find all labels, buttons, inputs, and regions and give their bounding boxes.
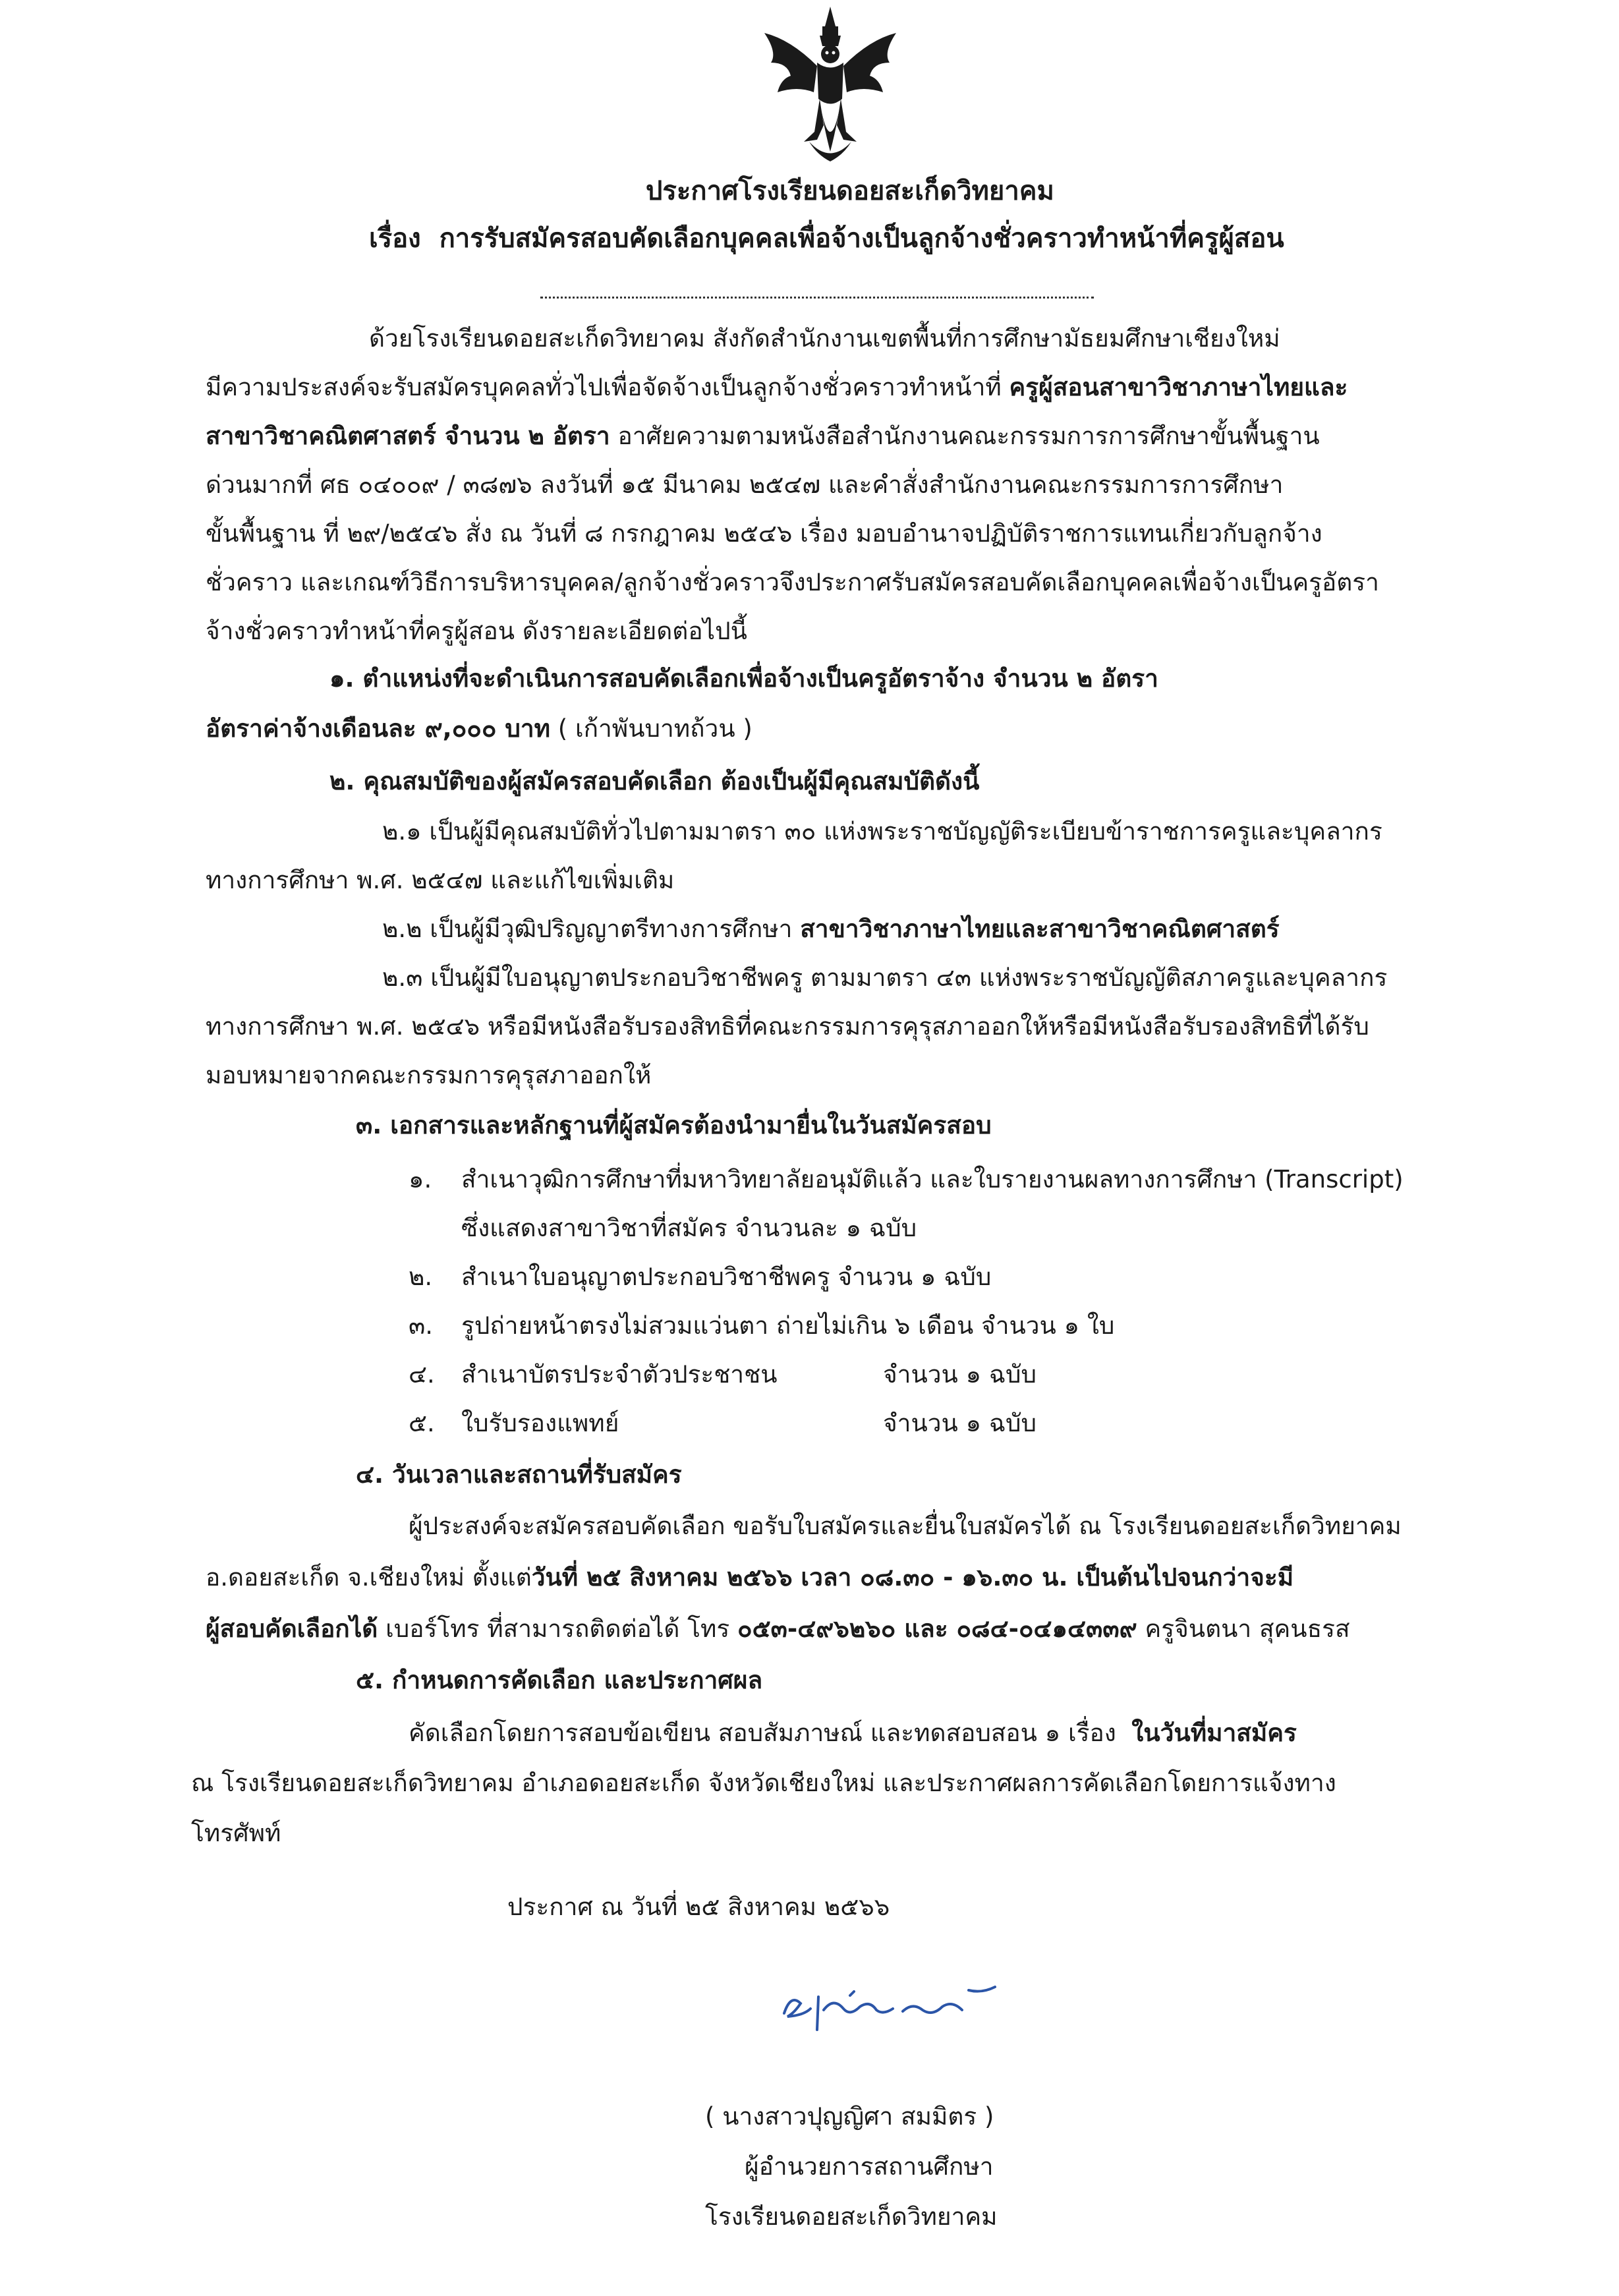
signer-position: ผู้อำนวยการสถานศึกษา [745,2152,994,2181]
qualification-bold: สาขาวิชาภาษาไทยและสาขาวิชาคณิตศาสตร์ [800,915,1280,943]
document-item-4-qty: จำนวน ๑ ฉบับ [883,1360,1037,1389]
document-item-1-num: ๑. [409,1165,432,1193]
document-item-4-text: สำเนาบัตรประจำตัวประชาชน [461,1360,778,1389]
document-item-5-num: ๕. [409,1409,435,1437]
intro-line-2 [206,370,1348,405]
selection-method: คัดเลือกโดยการสอบข้อเขียน สอบสัมภาษณ์ และทดสอบสอน ๑ เรื่อง [409,1719,1116,1747]
application-until: ผู้สอบคัดเลือกได้ [206,1615,378,1643]
document-item-4-num: ๔. [409,1360,435,1389]
intro-line-6: ชั่วคราว และเกณฑ์วิธีการบริหารบุคคล/ลูกจ้างชั่วคราวจึงประกาศรับสมัครสอบคัดเลือกบุคคลเพื่อจ้างเป็นครูอัตรา [206,568,1379,596]
section-4-heading: ๔. วันเวลาและสถานที่รับสมัคร [356,1460,682,1489]
section-4-line-1: ผู้ประสงค์จะสมัครสอบคัดเลือก ขอรับใบสมัครและยื่นใบสมัครได้ ณ โรงเรียนดอยสะเก็ดวิทยาคม [409,1512,1402,1540]
intro-line-5: ขั้นพื้นฐาน ที่ ๒๙/๒๕๔๖ สั่ง ณ วันที่ ๘ กรกฎาคม ๒๕๔๖ เรื่อง มอบอำนาจปฏิบัติราชการแทนเกี่ยวกับลูกจ้าง [206,519,1322,548]
document-item-1-cont: ซึ่งแสดงสาขาวิชาที่สมัคร จำนวนละ ๑ ฉบับ [461,1214,917,1242]
document-item-3-text: รูปถ่ายหน้าตรงไม่สวมแว่นตา ถ่ายไม่เกิน ๖ เดือน จำนวน ๑ ใบ [461,1311,1115,1340]
intro-line-7: จ้างชั่วคราวทำหน้าที่ครูผู้สอน ดังรายละเอียดต่อไปนี้ [206,617,747,645]
section-5-line-2: ณ โรงเรียนดอยสะเก็ดวิทยาคม อำเภอดอยสะเก็ด จังหวัดเชียงใหม่ และประกาศผลการคัดเลือกโดยการแจ้งทาง [191,1769,1336,1797]
document-item-2-num: ๒. [409,1263,433,1291]
contact-phone: ๐๕๓-๔๙๖๒๖๐ และ ๐๘๔-๐๔๑๔๓๓๙ [737,1615,1137,1643]
garuda-emblem-icon [751,0,909,171]
signer-name: ( นางสาวปุญญิศา สมมิตร ) [705,2102,994,2131]
intro-line-1: ด้วยโรงเรียนดอยสะเก็ดวิทยาคม สังกัดสำนักงานเขตพื้นที่การศึกษามัธยมศึกษาเชียงใหม่ [369,324,1280,353]
intro-text: มีความประสงค์จะรับสมัครบุคคลทั่วไปเพื่อจัดจ้างเป็นลูกจ้างชั่วคราวทำหน้าที่ [206,373,1002,401]
section-5-line-3: โทรศัพท์ [191,1819,281,1847]
intro-text: อาศัยความตามหนังสือสำนักงานคณะกรรมการการศึกษาขั้นพื้นฐาน [617,422,1320,450]
selection-day: ในวันที่มาสมัคร [1131,1719,1297,1747]
section-2-item-1b: ทางการศึกษา พ.ศ. ๒๕๔๗ และแก้ไขเพิ่มเติม [206,866,675,894]
document-item-1-text: สำเนาวุฒิการศึกษาที่มหาวิทยาลัยอนุมัติแล้ว และใบรายงานผลทางการศึกษา (Transcript) [461,1165,1404,1193]
contact-person: ครูจินตนา สุคนธรส [1145,1615,1350,1643]
document-item-5-text: ใบรับรองแพทย์ [461,1409,619,1437]
document-item-2-text: สำเนาใบอนุญาตประกอบวิชาชีพครู จำนวน ๑ ฉบับ [461,1263,992,1291]
signature-icon [771,1977,1008,2036]
document-item-3-num: ๓. [409,1311,434,1340]
application-location: อ.ดอยสะเก็ด จ.เชียงใหม่ ตั้งแต่ [206,1563,532,1592]
intro-bold: สาขาวิชาคณิตศาสตร์ จำนวน ๒ อัตรา [206,422,610,450]
intro-line-3 [206,419,1320,453]
section-2-item-3c: มอบหมายจากคณะกรรมการคุรุสภาออกให้ [206,1061,652,1089]
announcement-date: ประกาศ ณ วันที่ ๒๕ สิงหาคม ๒๕๖๖ [507,1893,890,1921]
section-2-item-3b: ทางการศึกษา พ.ศ. ๒๕๔๖ หรือมีหนังสือรับรองสิทธิที่คณะกรรมการคุรุสภาออกให้หรือมีหนังสือรับรองสิทธิที่ได้รับ [206,1012,1369,1041]
intro-line-4: ด่วนมากที่ ศธ ๐๔๐๐๙ / ๓๘๗๖ ลงวันที่ ๑๕ มีนาคม ๒๕๔๗ และคำสั่งสำนักงานคณะกรรมการการศึกษา [206,471,1284,499]
section-5-heading: ๕. กำหนดการคัดเลือก และประกาศผล [356,1666,763,1694]
section-3-heading: ๓. เอกสารและหลักฐานที่ผู้สมัครต้องนำมายื่นในวันสมัครสอบ [356,1111,992,1139]
subject-text: การรับสมัครสอบคัดเลือกบุคคลเพื่อจ้างเป็นลูกจ้างชั่วคราวทำหน้าที่ครูผู้สอน [439,223,1284,254]
announcement-title: ประกาศโรงเรียนดอยสะเก็ดวิทยาคม [646,176,1054,206]
section-2-item-2 [382,912,1280,946]
section-2-item-3a: ๒.๓ เป็นผู้มีใบอนุญาตประกอบวิชาชีพครู ตามมาตรา ๔๓ แห่งพระราชบัญญัติสภาครูและบุคลากร [382,963,1388,992]
wage-amount: อัตราค่าจ้างเดือนละ ๙,๐๐๐ บาท [206,714,551,743]
section-5-line-1 [409,1716,1297,1750]
title-divider [540,297,1094,299]
signer-school: โรงเรียนดอยสะเก็ดวิทยาคม [705,2202,998,2231]
section-4-line-2 [206,1561,1293,1595]
announcement-subject [369,221,1284,256]
subject-label: เรื่อง [369,223,421,254]
section-2-item-1a: ๒.๑ เป็นผู้มีคุณสมบัติทั่วไปตามมาตรา ๓๐ แห่งพระราชบัญญัติระเบียบข้าราชการครูและบุคลากร [382,817,1382,846]
application-date-time: วันที่ ๒๕ สิงหาคม ๒๕๖๖ เวลา ๐๘.๓๐ - ๑๖.๓๐ น. เป็นต้นไปจนกว่าจะมี [531,1563,1294,1592]
intro-bold: ครูผู้สอนสาขาวิชาภาษาไทยและ [1009,373,1348,401]
qualification-text: ๒.๒ เป็นผู้มีวุฒิปริญญาตรีทางการศึกษา [382,915,793,943]
section-1-heading: ๑. ตำแหน่งที่จะดำเนินการสอบคัดเลือกเพื่อจ้างเป็นครูอัตราจ้าง จำนวน ๒ อัตรา [329,664,1158,693]
section-2-heading: ๒. คุณสมบัติของผู้สมัครสอบคัดเลือก ต้องเป็นผู้มีคุณสมบัติดังนี้ [329,767,980,795]
section-1-wage [206,712,753,746]
section-4-line-3 [206,1612,1350,1646]
wage-words: ( เก้าพันบาทถ้วน ) [557,714,753,743]
document-item-5-qty: จำนวน ๑ ฉบับ [883,1409,1037,1437]
contact-label: เบอร์โทร ที่สามารถติดต่อได้ โทร [385,1615,730,1643]
